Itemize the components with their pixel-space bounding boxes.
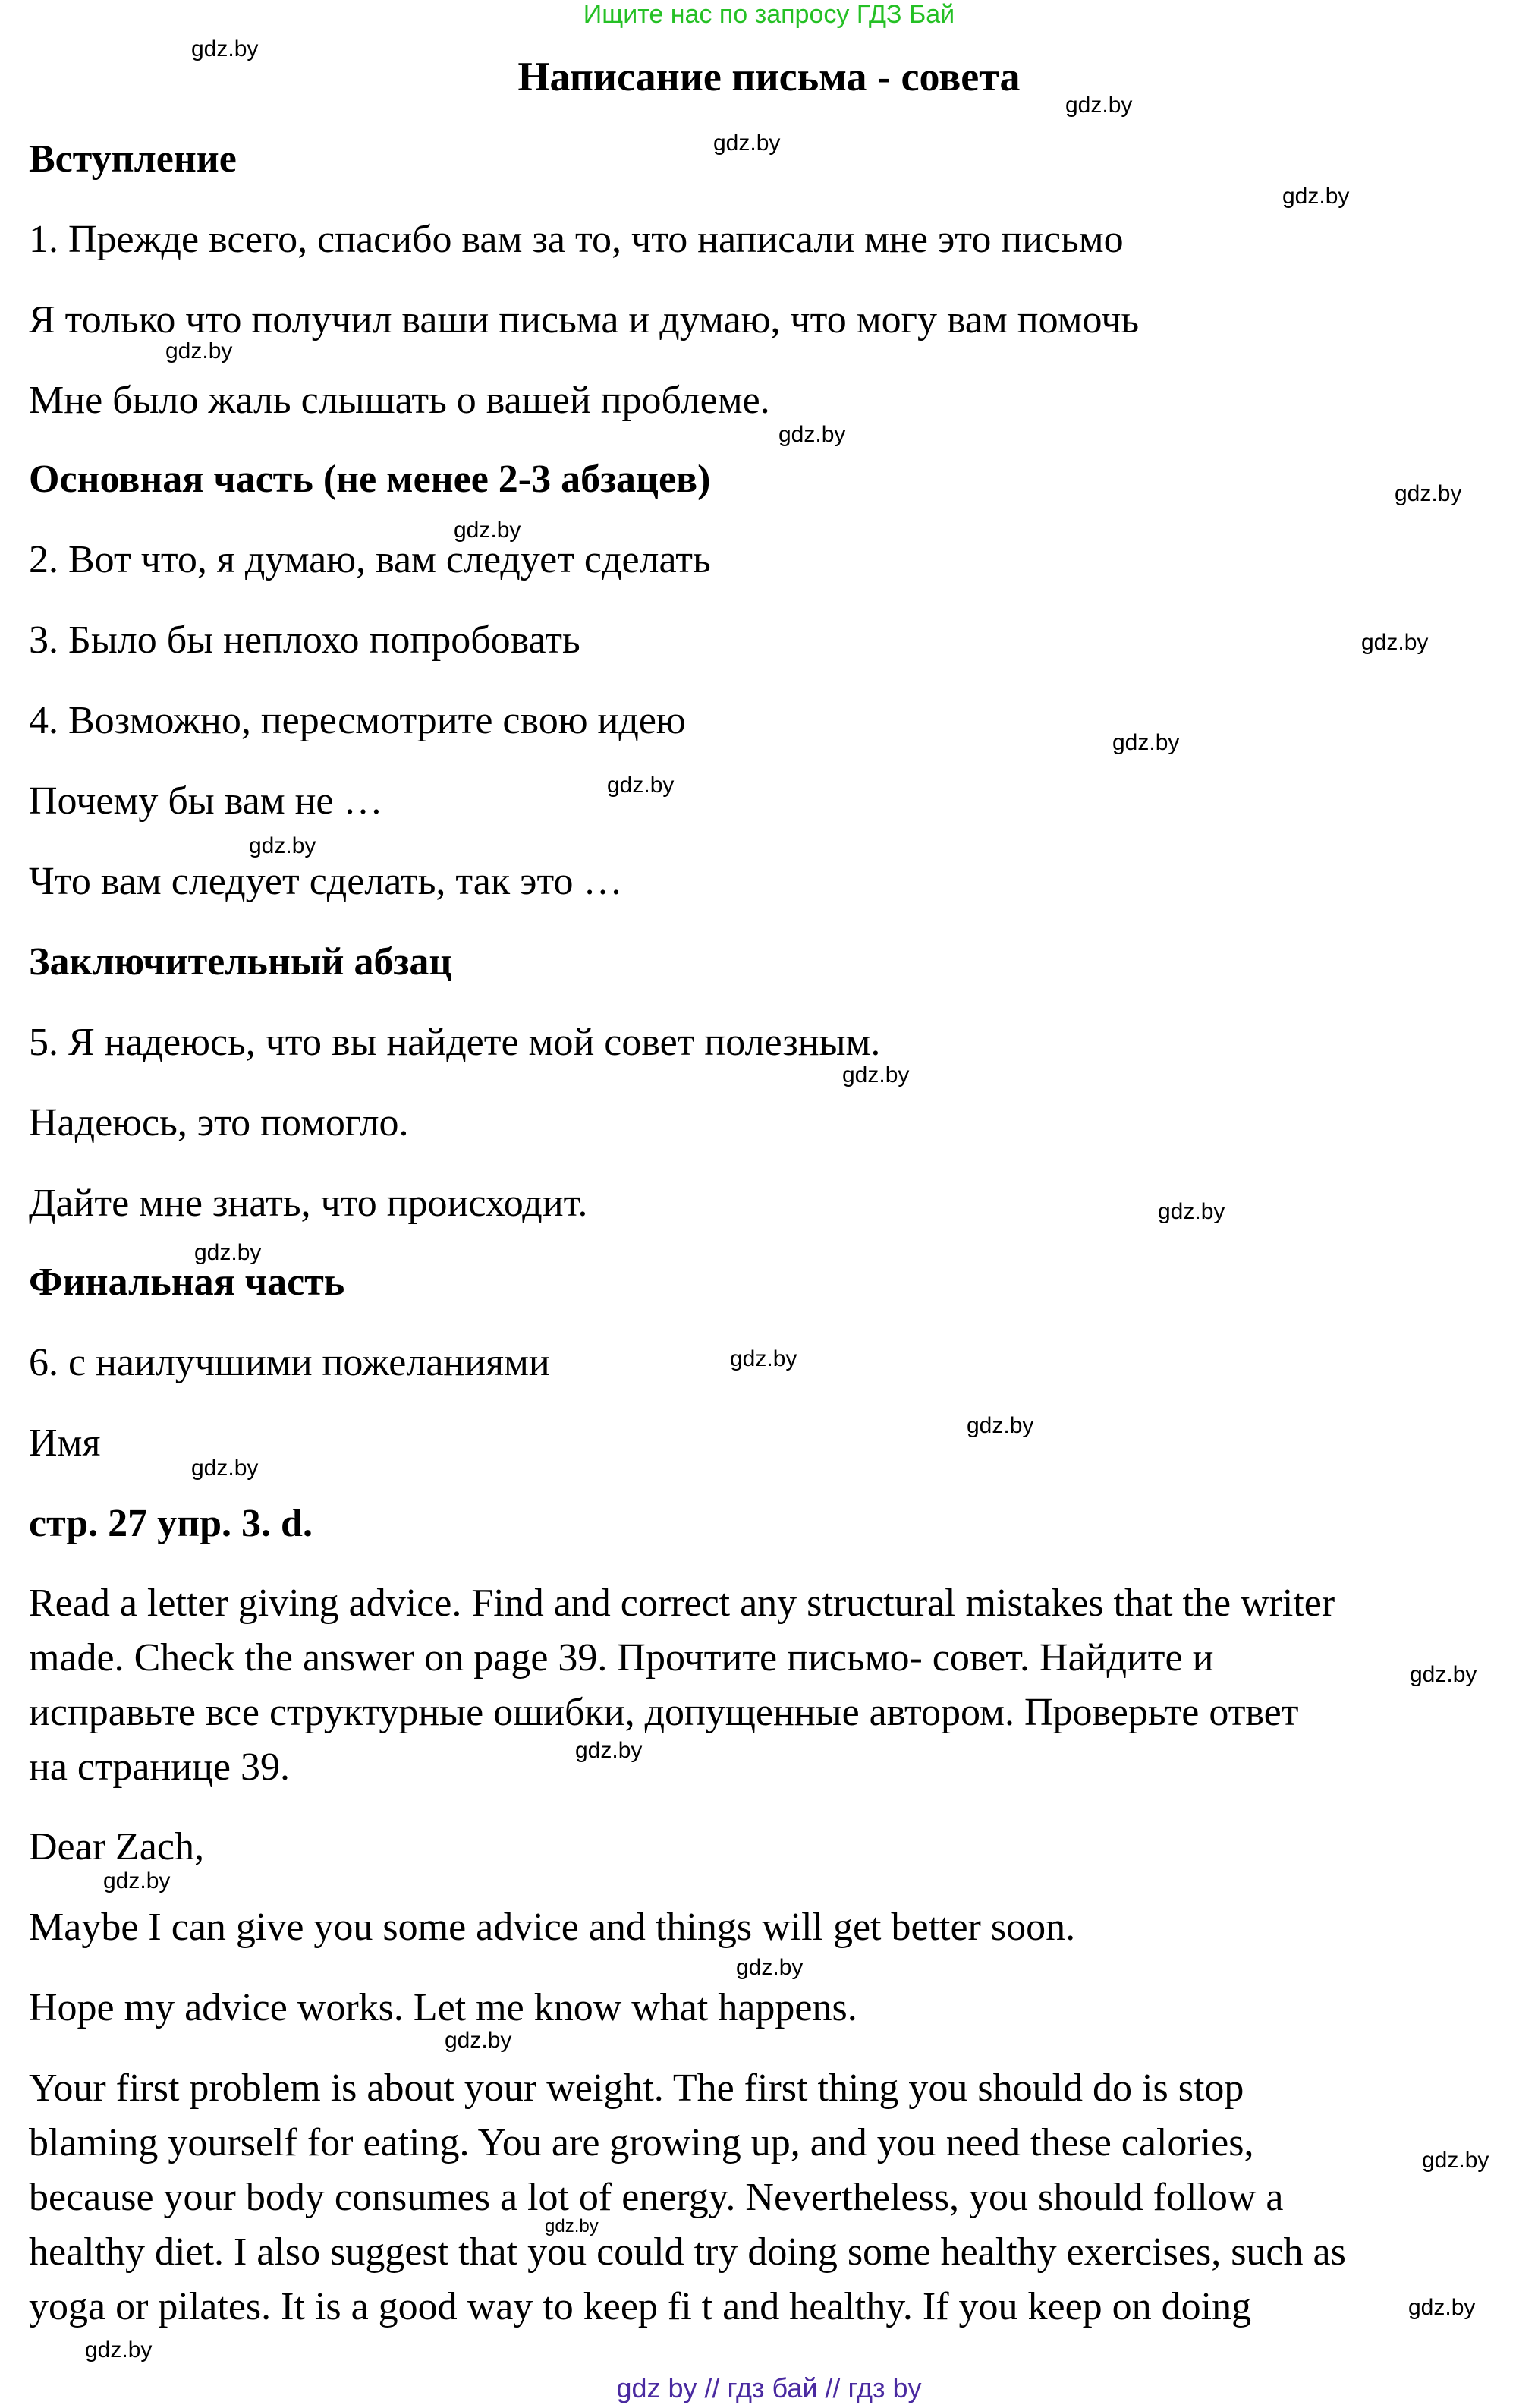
watermark: gdz.by: [842, 1062, 910, 1088]
watermark: gdz.by: [1158, 1199, 1225, 1224]
watermark: gdz.by: [85, 2337, 153, 2362]
footer: gdz by // гдз бай // гдз by: [616, 2372, 922, 2403]
closing-line-1: 5. Я надеюсь, что вы найдете мой совет полезным.: [29, 1021, 881, 1064]
watermark: gdz.by: [1112, 730, 1180, 755]
watermark: gdz.by: [1410, 1662, 1477, 1687]
task-line-4: на странице 39.: [29, 1745, 290, 1789]
main-heading: Основная часть (не менее 2-3 абзацев): [29, 458, 711, 501]
final-line-2: Имя: [29, 1421, 101, 1465]
watermark: gdz.by: [103, 1868, 171, 1893]
intro-heading: Вступление: [29, 137, 237, 181]
watermark: gdz.by: [1395, 481, 1462, 506]
main-line-4: Почему бы вам не …: [29, 779, 383, 823]
watermark: gdz.by: [967, 1413, 1034, 1438]
watermark: gdz.by: [1065, 93, 1133, 118]
task-line-1: Read a letter giving advice. Find and correct any structural mistakes that the writer: [29, 1582, 1335, 1625]
watermark: gdz.by: [191, 36, 259, 61]
watermark: gdz.by: [730, 1346, 797, 1371]
closing-line-3: Дайте мне знать, что происходит.: [29, 1182, 588, 1225]
letter-body-line-5: yoga or pilates. It is a good way to keep fi t and healthy. If you keep on doing: [29, 2285, 1252, 2328]
search-banner: Ищите нас по запросу ГДЗ Бай: [583, 0, 955, 29]
watermark: gdz.by: [445, 2028, 512, 2053]
watermark: gdz.by: [575, 1738, 643, 1763]
task-line-3: исправьте все структурные ошибки, допущенные автором. Проверьте ответ: [29, 1691, 1299, 1734]
letter-line-2: Hope my advice works. Let me know what happens.: [29, 1986, 857, 2029]
letter-greeting: Dear Zach,: [29, 1825, 204, 1868]
letter-body-line-1: Your first problem is about your weight. The first thing you should do is stop: [29, 2066, 1244, 2110]
watermark: gdz.by: [165, 338, 233, 364]
letter-body-line-4: healthy diet. I also suggest that you could try doing some healthy exercises, such as: [29, 2230, 1346, 2274]
main-line-5: Что вам следует сделать, так это …: [29, 860, 623, 903]
watermark: gdz.by: [545, 2216, 599, 2236]
watermark: gdz.by: [778, 422, 846, 447]
watermark: gdz.by: [1408, 2295, 1476, 2320]
watermark: gdz.by: [191, 1456, 259, 1481]
closing-heading: Заключительный абзац: [29, 940, 452, 984]
final-line-1: 6. с наилучшими пожеланиями: [29, 1341, 550, 1384]
main-line-2: 3. Было бы неплохо попробовать: [29, 619, 580, 662]
main-line-3: 4. Возможно, пересмотрите свою идею: [29, 699, 686, 742]
watermark: gdz.by: [1282, 184, 1350, 209]
intro-line-1: 1. Прежде всего, спасибо вам за то, что написали мне это письмо: [29, 218, 1124, 261]
page-title: Написание письма - совета: [517, 54, 1021, 99]
letter-body-line-3: because your body consumes a lot of energy. Nevertheless, you should follow a: [29, 2176, 1284, 2219]
watermark: gdz.by: [1361, 630, 1429, 655]
final-heading: Финальная часть: [29, 1261, 345, 1304]
closing-line-2: Надеюсь, это помогло.: [29, 1101, 409, 1144]
letter-body-line-2: blaming yourself for eating. You are growing up, and you need these calories,: [29, 2121, 1254, 2164]
letter-line-1: Maybe I can give you some advice and things will get better soon.: [29, 1906, 1076, 1949]
watermark: gdz.by: [1422, 2148, 1489, 2173]
watermark: gdz.by: [454, 518, 521, 543]
intro-line-2: Я только что получил ваши письма и думаю, что могу вам помочь: [29, 298, 1140, 342]
watermark: gdz.by: [607, 773, 675, 798]
watermark: gdz.by: [736, 1955, 804, 1980]
exercise-heading: стр. 27 упр. 3. d.: [29, 1502, 313, 1545]
task-line-2: made. Check the answer on page 39. Прочтите письмо- совет. Найдите и: [29, 1636, 1214, 1679]
watermark: gdz.by: [249, 833, 316, 858]
watermark: gdz.by: [713, 131, 781, 156]
intro-line-3: Мне было жаль слышать о вашей проблеме.: [29, 379, 770, 422]
main-line-1: 2. Вот что, я думаю, вам следует сделать: [29, 538, 711, 581]
watermark: gdz.by: [194, 1240, 262, 1265]
